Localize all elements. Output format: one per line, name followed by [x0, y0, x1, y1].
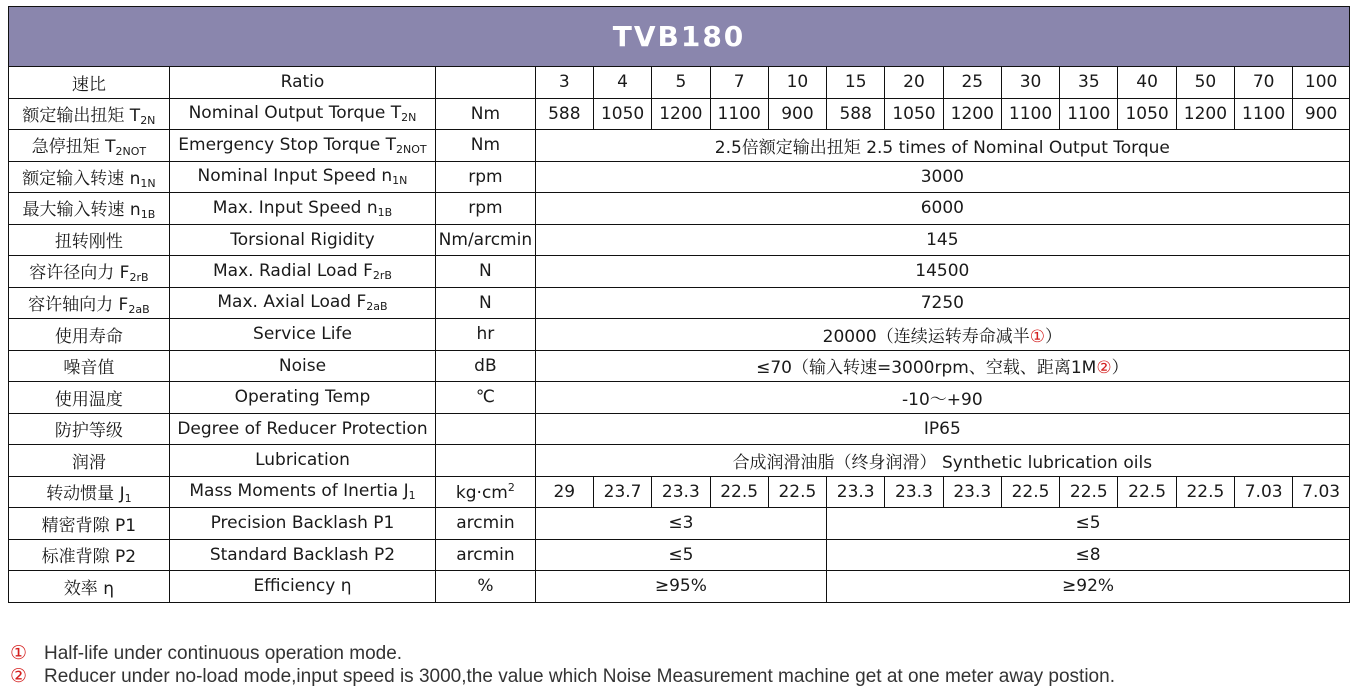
spec-table: [8, 6, 1350, 603]
spec-row: [9, 350, 1350, 382]
label-en-text: Torsional Rigidity: [230, 229, 375, 250]
torque-value-text: 900: [781, 103, 814, 124]
spec-value: [535, 193, 1349, 225]
torque-value: [652, 98, 710, 130]
inertia-value-text: 23.7: [603, 481, 642, 502]
spec-value-text: 20000（连续运转寿命减半: [822, 326, 1030, 347]
spec-row: [9, 382, 1350, 414]
label-en: [169, 130, 435, 162]
label-en-text: Noise: [278, 355, 327, 376]
value-high-ratio-text: ≤8: [1075, 544, 1101, 565]
spec-value: [535, 256, 1349, 288]
inertia-value: [593, 476, 651, 508]
footnote-2: [10, 665, 1115, 688]
label-cn: [9, 98, 170, 130]
ratio-value: [1293, 67, 1350, 99]
spec-row: [9, 287, 1350, 319]
label-en: [169, 508, 435, 540]
unit-cell: [436, 130, 536, 162]
inertia-value: [827, 476, 885, 508]
torque-value: [1176, 98, 1234, 130]
inertia-value-text: 22.5: [1128, 481, 1167, 502]
spec-row: [9, 193, 1350, 225]
ratio-value: [652, 67, 710, 99]
torque-value: [943, 98, 1001, 130]
label-cn-text: 额定输出扭矩 T: [22, 105, 141, 126]
label-en: [169, 571, 435, 603]
label-en: [169, 539, 435, 571]
label-cn-subscript: 2rB: [129, 271, 149, 285]
footnote-marker: ②: [10, 666, 28, 687]
unit-cell-text: Nm: [470, 103, 501, 124]
spec-value: [535, 287, 1349, 319]
label-cn: [9, 193, 170, 225]
spec-value-closing: ）: [1045, 326, 1062, 347]
ratio-value-text: 3: [558, 72, 570, 93]
torque-value-text: 1100: [717, 103, 761, 124]
label-en-subscript: 1N: [392, 174, 408, 188]
ratio-value: [827, 67, 885, 99]
unit-cell-superscript: 2: [507, 480, 515, 494]
unit-cell-text: rpm: [468, 198, 503, 219]
inertia-value: [1235, 476, 1293, 508]
unit-cell-text: kg·cm: [455, 482, 508, 503]
spec-value: [535, 161, 1349, 193]
spec-value-text: -10～+90: [902, 389, 983, 410]
torque-value-text: 1050: [892, 103, 936, 124]
ratio-value: [768, 67, 826, 99]
label-en-text: Mass Moments of Inertia J: [189, 481, 409, 502]
label-en-text: Nominal Output Torque T: [188, 103, 402, 124]
label-en-text: Operating Temp: [234, 387, 371, 408]
torque-value: [710, 98, 768, 130]
label-en-text: Service Life: [253, 324, 352, 345]
label-en-subscript: 2N: [401, 111, 417, 125]
unit-cell: [436, 98, 536, 130]
inertia-value: [710, 476, 768, 508]
ratio-value-text: 30: [1019, 72, 1042, 93]
inertia-value: [1293, 476, 1350, 508]
unit-cell: [436, 413, 536, 445]
torque-value-text: 1200: [659, 103, 703, 124]
label-en: [169, 161, 435, 193]
torque-value-text: 1200: [950, 103, 994, 124]
torque-value-text: 1100: [1067, 103, 1111, 124]
torque-value-text: 900: [1304, 103, 1338, 124]
unit-cell: [436, 539, 536, 571]
spec-row: [9, 445, 1350, 477]
spec-value: [535, 319, 1349, 351]
label-cn-subscript: 1N: [140, 176, 156, 190]
ratio-value-text: 5: [675, 72, 687, 93]
unit-cell-text: rpm: [468, 166, 503, 187]
ratio-value-text: 35: [1078, 72, 1100, 93]
label-cn: [9, 350, 170, 382]
ratio-value-text: 7: [733, 72, 745, 93]
label-cn-text: 最大输入转速 n: [22, 200, 141, 221]
label-en: [169, 445, 435, 477]
label-en-text: Emergency Stop Torque T: [178, 134, 397, 155]
value-low-ratio-text: ≤3: [668, 513, 694, 534]
torque-value-text: 1050: [1125, 103, 1169, 124]
label-cn-subscript: 1B: [140, 208, 156, 222]
torque-value: [1293, 98, 1350, 130]
ratio-value: [943, 67, 1001, 99]
footnote-ref: ②: [1096, 358, 1112, 379]
torque-value-text: 1200: [1183, 103, 1228, 124]
spec-value-text: IP65: [923, 418, 961, 439]
spec-row: [9, 319, 1350, 351]
ratio-value-text: 15: [844, 72, 867, 93]
spec-value-text: 合成润滑油脂（终身润滑） Synthetic lubrication oils: [732, 452, 1153, 473]
spec-value-text: 145: [926, 229, 959, 250]
torque-value: [885, 98, 943, 130]
label-cn: [9, 539, 170, 571]
label-cn: [9, 508, 170, 540]
unit-cell-text: N: [479, 292, 492, 313]
ratio-value: [1118, 67, 1176, 99]
label-cn: [9, 319, 170, 351]
unit-cell-text: %: [477, 576, 494, 597]
unit-cell: [436, 161, 536, 193]
spec-value: [535, 350, 1349, 382]
ratio-value: [1235, 67, 1293, 99]
footnote-ref: ①: [1029, 326, 1045, 347]
unit-cell: [436, 571, 536, 603]
unit-cell-text: hr: [476, 324, 495, 345]
label-cn-text: 效率 η: [63, 578, 114, 599]
ratio-value-text: 4: [617, 72, 628, 93]
label-en: [169, 67, 435, 99]
value-low-ratio-text: ≥95%: [654, 576, 707, 597]
spec-value-closing: ）: [1111, 358, 1129, 379]
value-low-ratio: [535, 508, 826, 540]
footnote-text: Reducer under no-load mode,input speed is 3000,the value which Noise Measurement machine get at one meter away postion.: [44, 666, 1115, 687]
label-en-text: Efficiency η: [253, 576, 352, 597]
label-en-subscript: 1B: [377, 205, 393, 219]
unit-cell: [436, 319, 536, 351]
unit-cell-text: Nm: [470, 135, 501, 156]
ratio-value: [710, 67, 768, 99]
label-cn-text: 使用温度: [54, 389, 123, 410]
inertia-value-text: 23.3: [895, 481, 933, 502]
unit-cell: [436, 350, 536, 382]
label-cn: [9, 130, 170, 162]
spec-value: [535, 382, 1349, 414]
unit-cell: [436, 508, 536, 540]
torque-value-text: 1100: [1008, 103, 1053, 124]
value-low-ratio-text: ≤5: [668, 544, 694, 565]
label-en-text: Standard Backlash P2: [209, 544, 396, 565]
spec-value-text: 6000: [920, 198, 964, 219]
inertia-value-text: 22.5: [1186, 481, 1225, 502]
inertia-value: [885, 476, 943, 508]
label-cn-text: 标准背隙 P2: [41, 547, 137, 568]
value-high-ratio-text: ≤5: [1075, 513, 1101, 534]
footnote-text: Half-life under continuous operation mode.: [44, 643, 403, 664]
unit-cell-text: Nm/arcmin: [438, 229, 533, 250]
label-cn: [9, 287, 170, 319]
ratio-value: [535, 67, 593, 99]
label-cn-subscript: 2NOT: [115, 145, 147, 159]
ratio-value-text: 25: [961, 72, 984, 93]
label-cn-subscript: 2aB: [128, 302, 150, 316]
spec-value-text: 3000: [920, 166, 964, 187]
label-cn-text: 使用寿命: [54, 326, 123, 347]
label-en: [169, 382, 435, 414]
inertia-value: [943, 476, 1001, 508]
label-cn: [9, 256, 170, 288]
label-en: [169, 476, 435, 508]
label-cn-text: 精密背隙 P1: [41, 515, 137, 536]
spec-value-text: 2.5倍额定输出扭矩 2.5 times of Nominal Output Torque: [714, 137, 1170, 158]
inertia-value-text: 23.3: [661, 481, 700, 502]
inertia-value-text: 22.5: [720, 481, 759, 502]
ratio-value-text: 10: [786, 72, 809, 93]
torque-value: [1060, 98, 1118, 130]
label-en: [169, 98, 435, 130]
inertia-value: [1176, 476, 1234, 508]
unit-cell-text: arcmin: [456, 544, 515, 565]
ratio-value: [885, 67, 943, 99]
label-en: [169, 224, 435, 256]
ratio-value-text: 40: [1136, 72, 1158, 93]
inertia-value: [1060, 476, 1118, 508]
label-cn-subscript: 1: [124, 491, 132, 505]
label-cn: [9, 476, 170, 508]
inertia-value: [768, 476, 826, 508]
torque-value: [1235, 98, 1293, 130]
unit-cell-text: dB: [474, 355, 497, 376]
unit-cell-text: ℃: [475, 387, 495, 408]
unit-cell: [436, 224, 536, 256]
torque-value: [768, 98, 826, 130]
spec-row: [9, 413, 1350, 445]
label-en-text: Precision Backlash P1: [210, 513, 395, 534]
value-high-ratio: [827, 539, 1350, 571]
inertia-value: [535, 476, 593, 508]
ratio-value-text: 70: [1252, 72, 1275, 93]
label-en: [169, 350, 435, 382]
ratio-value-text: 20: [903, 72, 925, 93]
inertia-value-text: 23.3: [953, 481, 992, 502]
inertia-value-text: 22.5: [778, 481, 817, 502]
unit-cell: [436, 256, 536, 288]
inertia-value-text: 7.03: [1302, 481, 1341, 502]
label-cn-text: 润滑: [71, 452, 106, 473]
spec-value-text: 14500: [915, 261, 970, 282]
inertia-value-text: 22.5: [1069, 481, 1108, 502]
spec-value-text: ≤70（输入转速=3000rpm、空载、距离1M: [756, 358, 1097, 379]
unit-cell: [436, 67, 536, 99]
label-cn: [9, 67, 170, 99]
label-en-subscript: 2NOT: [396, 142, 427, 156]
inertia-value-text: 7.03: [1244, 481, 1283, 502]
ratio-row: [9, 67, 1350, 99]
label-cn-text: 额定输入转速 n: [22, 168, 141, 189]
value-high-ratio-text: ≥92%: [1062, 576, 1115, 597]
inertia-value-text: 23.3: [836, 481, 875, 502]
label-cn: [9, 445, 170, 477]
value-low-ratio: [535, 539, 826, 571]
footnote-marker: ①: [10, 643, 28, 664]
unit-cell: [436, 382, 536, 414]
spec-row: [9, 224, 1350, 256]
label-en-text: Max. Axial Load F: [217, 292, 367, 313]
torque-value: [827, 98, 885, 130]
split-row: [9, 539, 1350, 571]
torque-value-text: 588: [548, 103, 581, 124]
footnote-1: [10, 642, 1115, 665]
unit-cell-text: N: [479, 261, 492, 282]
label-cn-text: 速比: [71, 74, 106, 95]
label-en-text: Max. Radial Load F: [213, 260, 373, 281]
ratio-value: [1060, 67, 1118, 99]
spec-value: [535, 224, 1349, 256]
torque-value: [535, 98, 593, 130]
inertia-value-text: 29: [553, 481, 576, 502]
ratio-value: [1001, 67, 1059, 99]
label-en: [169, 319, 435, 351]
torque-value-text: 1100: [1242, 103, 1286, 124]
torque-value: [593, 98, 651, 130]
label-cn-text: 防护等级: [54, 421, 123, 442]
torque-row: [9, 98, 1350, 130]
spec-value-text: 7250: [920, 292, 964, 313]
inertia-value: [1118, 476, 1176, 508]
spec-value: [535, 413, 1349, 445]
label-cn-text: 扭转刚性: [54, 232, 123, 253]
inertia-row: [9, 476, 1350, 508]
value-low-ratio: [535, 571, 826, 603]
label-cn: [9, 224, 170, 256]
label-en-subscript: 2aB: [366, 300, 388, 314]
spec-row: [9, 130, 1350, 162]
torque-value: [1118, 98, 1176, 130]
spec-value: [535, 130, 1349, 162]
spec-row: [9, 161, 1350, 193]
label-en-text: Nominal Input Speed n: [197, 166, 393, 187]
unit-cell: [436, 445, 536, 477]
inertia-value-text: 22.5: [1011, 481, 1050, 502]
label-cn: [9, 571, 170, 603]
label-en: [169, 193, 435, 225]
label-en-text: Ratio: [280, 72, 325, 93]
label-en-text: Max. Input Speed n: [212, 197, 378, 218]
split-row: [9, 508, 1350, 540]
label-en-subscript: 1: [408, 489, 416, 503]
split-row: [9, 571, 1350, 603]
title-row: [9, 7, 1350, 67]
torque-value-text: 588: [839, 103, 872, 124]
label-cn: [9, 413, 170, 445]
torque-value: [1001, 98, 1059, 130]
label-en-text: Lubrication: [255, 450, 350, 471]
spec-row: [9, 256, 1350, 288]
label-en: [169, 287, 435, 319]
table-title: TVB180: [9, 7, 1350, 67]
label-cn-text: 急停扭矩 T: [31, 137, 116, 158]
value-high-ratio: [827, 508, 1350, 540]
footnotes: [10, 642, 1115, 688]
label-en: [169, 413, 435, 445]
torque-value-text: 1050: [600, 103, 645, 124]
label-cn-text: 噪音值: [63, 358, 115, 379]
ratio-value-text: 100: [1304, 72, 1338, 93]
label-cn-subscript: 2N: [140, 113, 156, 127]
unit-cell: [436, 287, 536, 319]
label-cn-text: 容许轴向力 F: [28, 294, 129, 315]
unit-cell: [436, 476, 536, 508]
ratio-value-text: 50: [1194, 72, 1217, 93]
label-cn-text: 容许径向力 F: [29, 263, 130, 284]
inertia-value: [1001, 476, 1059, 508]
label-cn: [9, 382, 170, 414]
unit-cell: [436, 193, 536, 225]
unit-cell-text: arcmin: [456, 513, 515, 534]
label-en: [169, 256, 435, 288]
label-en-text: Degree of Reducer Protection: [177, 418, 428, 439]
ratio-value: [593, 67, 651, 99]
label-cn-text: 转动惯量 J: [46, 483, 125, 504]
label-en-subscript: 2rB: [372, 268, 392, 282]
ratio-value: [1176, 67, 1234, 99]
value-high-ratio: [827, 571, 1350, 603]
spec-value: [535, 445, 1349, 477]
inertia-value: [652, 476, 710, 508]
label-cn: [9, 161, 170, 193]
